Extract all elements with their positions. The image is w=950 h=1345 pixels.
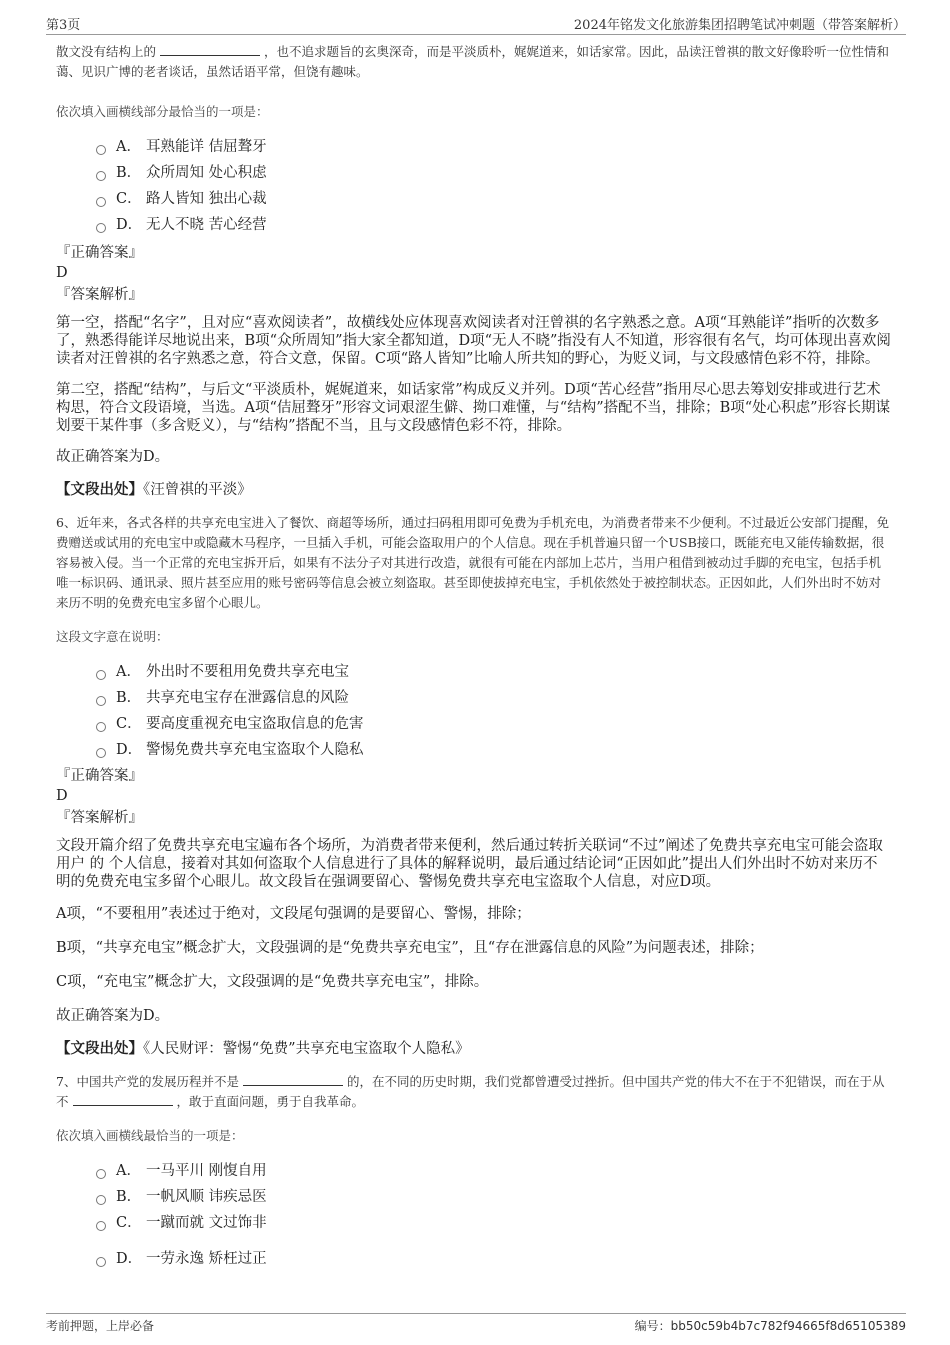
q6-options [56, 659, 892, 763]
q7-option-c[interactable] [96, 1210, 892, 1236]
radio-icon[interactable] [96, 722, 106, 732]
option-text: 一蹴而就 文过饰非 [146, 1215, 267, 1231]
radio-icon[interactable] [96, 145, 106, 155]
option-text: 外出时不要租用免费共享充电宝 [146, 664, 349, 680]
option-letter: A． [116, 1163, 141, 1179]
q5-analysis-3: 故正确答案为D。 [56, 449, 170, 465]
page-header [46, 14, 906, 35]
q6-answer: D [56, 788, 68, 804]
option-letter: B． [116, 165, 142, 181]
option-text: 一帆风顺 讳疾忌医 [146, 1189, 267, 1205]
q6-option-b[interactable] [96, 685, 892, 711]
q6-option-a[interactable] [96, 659, 892, 685]
q5-stem-part1: 散文没有结构上的 [56, 44, 157, 59]
document-code [635, 1317, 906, 1334]
q7-blank-2 [73, 1093, 173, 1106]
q7-stem-part3: ，敢于直面问题，勇于自我革命。 [176, 1094, 365, 1109]
option-text: 一劳永逸 矫枉过正 [146, 1251, 267, 1267]
q5-analysis-1: 第一空，搭配“名字”，且对应“喜欢阅读者”，故横线处应体现喜欢阅读者对汪曾祺的名字熟悉之意。A项“耳熟能详”指听的次数多了，熟悉得能详尽地说出来，B项“众所周知”指大家全都知道，D项“无人不晓”指没有人不知道，形容很有名气，均可体现出喜欢阅读者对汪曾祺的名字熟悉之意，符合文意，保留。C项“路人皆知”比喻人所共知的野心，为贬义词，与文段感情色彩不符，排除。 [56, 315, 891, 367]
radio-icon[interactable] [96, 670, 106, 680]
radio-icon[interactable] [96, 223, 106, 233]
option-letter: A． [116, 139, 141, 155]
option-text: 要高度重视充电宝盗取信息的危害 [146, 716, 364, 732]
source-text: 《汪曾祺的平淡》 [143, 482, 252, 498]
document-content [56, 42, 892, 1272]
page-footer [46, 1313, 906, 1336]
q6-answer-label: 『正确答案』 [56, 768, 143, 784]
radio-icon[interactable] [96, 197, 106, 207]
q6-option-d[interactable] [96, 737, 892, 763]
q5-answer-label: 『正确答案』 [56, 245, 143, 261]
page-number: 第3页 [46, 18, 81, 33]
q5-option-c[interactable] [96, 186, 892, 212]
q7-stem-part1: 7、中国共产党的发展历程并不是 [56, 1074, 239, 1089]
q6-analysis-5: 故正确答案为D。 [56, 1008, 170, 1024]
q5-blank [160, 43, 260, 56]
option-text: 共享充电宝存在泄露信息的风险 [146, 690, 349, 706]
radio-icon[interactable] [96, 171, 106, 181]
q6-prompt: 这段文字意在说明： [56, 629, 169, 644]
option-text: 众所周知 处心积虑 [146, 165, 267, 181]
option-letter: C． [116, 1215, 142, 1231]
q6-analysis-label: 『答案解析』 [56, 810, 143, 826]
q5-option-b[interactable] [96, 160, 892, 186]
source-text: 《人民财评：警惕“免费”共享充电宝盗取个人隐私》 [143, 1041, 470, 1057]
q6-stem: 6、近年来，各式各样的共享充电宝进入了餐饮、商超等场所，通过扫码租用即可免费为手机充电，为消费者带来不少便利。不过最近公安部门提醒，免费赠送或试用的充电宝中或隐藏木马程序，一旦插入手机，可能会盗取用户的个人信息。现在手机普遍只留一个USB接口，既能充电又能传输数据，很容易被入侵。当一个正常的充电宝拆开后，如果有不法分子对其进行改造，就很有可能在内部加上芯片，当用户租借到被动过手脚的充电宝，包括手机唯一标识码、通讯录、照片甚至应用的账号密码等信息会被立刻盗取。甚至即使拔掉充电宝，手机依然处于被控制状态。正因如此，人们外出时不妨对来历不明的免费充电宝多留个心眼儿。 [56, 515, 889, 610]
q6-analysis-4: C项，“充电宝”概念扩大，文段强调的是“免费共享充电宝”，排除。 [56, 974, 489, 990]
code-label: 编号： [634, 1319, 671, 1333]
code-value: bb50c59b4b7c782f94665f8d65105389 [670, 1319, 906, 1333]
q5-analysis-label: 『答案解析』 [56, 287, 143, 303]
radio-icon[interactable] [96, 696, 106, 706]
q6-option-c[interactable] [96, 711, 892, 737]
q5-stem [56, 42, 892, 82]
q5-analysis-2: 第二空，搭配“结构”，与后文“平淡质朴，娓娓道来，如话家常”构成反义并列。D项“苦心经营”指用尽心思去筹划安排或进行艺术构思，符合文段语境，当选。A项“佶屈聱牙”形容文词艰涩生僻、拗口难懂，与“结构”搭配不当，排除；B项“处心积虑”形容长期谋划要干某件事（多含贬义），与“结构”搭配不当，且与文段感情色彩不符，排除。 [56, 382, 891, 434]
q7-blank-1 [243, 1073, 343, 1086]
source-label: 【文段出处】 [56, 481, 143, 498]
q5-answer: D [56, 265, 68, 281]
q5-option-d[interactable] [96, 212, 892, 238]
option-letter: C． [116, 191, 142, 207]
document-title: 2024年铭发文化旅游集团招聘笔试冲刺题（带答案解析） [573, 18, 906, 33]
q5-option-a[interactable] [96, 134, 892, 160]
option-text: 警惕免费共享充电宝盗取个人隐私 [146, 742, 364, 758]
option-letter: B． [116, 690, 142, 706]
option-letter: C． [116, 716, 142, 732]
q6-analysis-3: B项，“共享充电宝”概念扩大，文段强调的是“免费共享充电宝”，且“存在泄露信息的风险”为问题表述，排除； [56, 940, 764, 956]
q5-stem-part2: ，也不追求题旨的玄奥深奇，而是平淡质朴，娓娓道来，如话家常。因此，品读汪曾祺的散文好像聆听一位性情和蔼、见识广博的老者谈话，虽然话语平常，但饶有趣味。 [56, 44, 890, 79]
radio-icon[interactable] [96, 1221, 106, 1231]
radio-icon[interactable] [96, 748, 106, 758]
option-text: 路人皆知 独出心裁 [146, 191, 267, 207]
radio-icon[interactable] [96, 1169, 106, 1179]
q5-options [56, 134, 892, 238]
q7-option-a[interactable] [96, 1158, 892, 1184]
option-text: 耳熟能详 佶屈聱牙 [146, 139, 267, 155]
q6-source [56, 1040, 892, 1058]
q7-prompt: 依次填入画横线最恰当的一项是： [56, 1128, 244, 1143]
q7-stem-part2: 的，在不同的历史时期，我们党都曾遭受过挫折。但中国共产党的伟大不在于不犯错误，而在于从不 [56, 1074, 885, 1109]
q7-option-b[interactable] [96, 1184, 892, 1210]
option-letter: D． [116, 1251, 143, 1267]
option-letter: A． [116, 664, 141, 680]
option-text: 无人不晓 苦心经营 [146, 217, 267, 233]
q5-prompt: 依次填入画横线部分最恰当的一项是： [56, 104, 269, 119]
radio-icon[interactable] [96, 1257, 106, 1267]
q6-analysis-1: 文段开篇介绍了免费共享充电宝遍布各个场所，为消费者带来便利，然后通过转折关联词“不过”阐述了免费共享充电宝可能会盗取用户 的 个人信息，接着对其如何盗取个人信息进行了具体的解释说明，最后通过结论词“正因如此”提出人们外出时不妨对来历不明的免费充电宝多留个心眼儿。故文段旨在强调要留心、警惕免费共享充电宝盗取个人信息，对应D项。 [56, 838, 883, 890]
footer-slogan: 考前押题，上岸必备 [46, 1319, 155, 1333]
q6-analysis-2: A项，“不要租用”表述过于绝对，文段尾句强调的是要留心、警惕，排除； [56, 906, 531, 922]
radio-icon[interactable] [96, 1195, 106, 1205]
option-text: 一马平川 刚愎自用 [146, 1163, 267, 1179]
q7-option-d[interactable] [96, 1246, 892, 1272]
option-letter: B． [116, 1189, 142, 1205]
option-letter: D． [116, 217, 143, 233]
q7-stem [56, 1072, 892, 1112]
q7-options [56, 1158, 892, 1272]
source-label: 【文段出处】 [56, 1040, 143, 1057]
q5-source [56, 481, 892, 499]
option-letter: D． [116, 742, 143, 758]
